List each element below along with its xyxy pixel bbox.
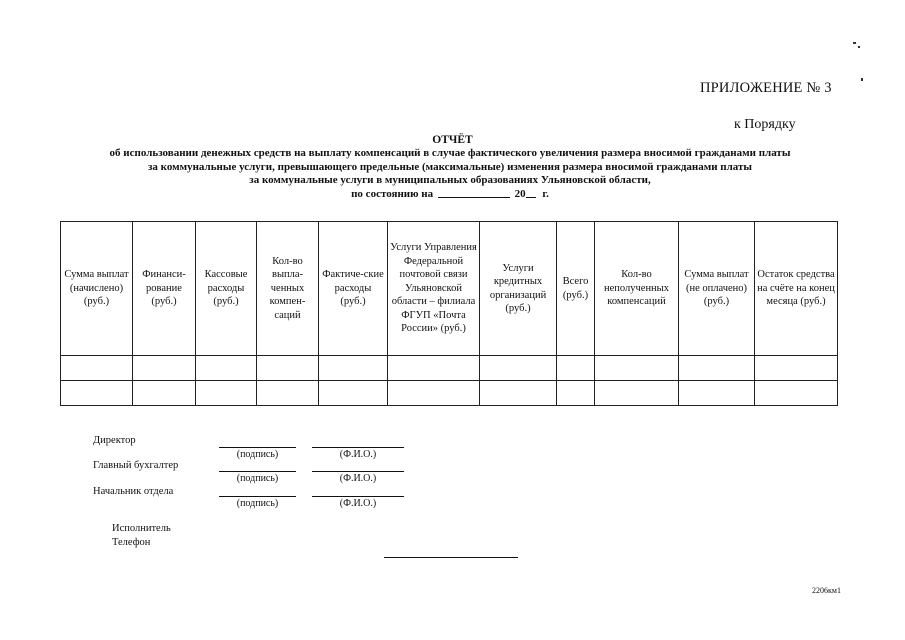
table-cell[interactable]: [480, 356, 557, 381]
head-signature-line[interactable]: [219, 496, 296, 497]
date-blank[interactable]: [438, 197, 510, 198]
date-year: 20: [514, 187, 526, 200]
column-header: Кассовые расходы (руб.): [196, 222, 257, 356]
executor-label: Исполнитель: [112, 523, 171, 534]
table-cell[interactable]: [755, 381, 838, 406]
table-header-row: [61, 222, 838, 356]
table-cell[interactable]: [388, 356, 480, 381]
chief-accountant-label: Главный бухгалтер: [93, 460, 179, 471]
date-prefix: по состоянию на: [351, 187, 434, 200]
table-cell[interactable]: [557, 356, 595, 381]
table-cell[interactable]: [133, 356, 196, 381]
year-blank[interactable]: [526, 197, 536, 198]
signature-caption: (подпись): [236, 498, 279, 509]
report-date-line: [60, 188, 840, 202]
table-cell[interactable]: [595, 381, 679, 406]
table-cell[interactable]: [480, 381, 557, 406]
table-row: [61, 356, 838, 381]
column-header: Сумма выплат (не оплачено) (руб.): [679, 222, 755, 356]
table-cell[interactable]: [679, 381, 755, 406]
table-cell[interactable]: [319, 356, 388, 381]
table-cell[interactable]: [196, 381, 257, 406]
department-head-label: Начальник отдела: [93, 486, 174, 497]
name-caption: (Ф.И.О.): [339, 473, 377, 484]
date-suffix: г.: [542, 187, 549, 200]
signature-caption: (подпись): [236, 449, 279, 460]
column-header: Фактиче-ские расходы (руб.): [319, 222, 388, 356]
subtitle-line-3: за коммунальные услуги в муниципальных образованиях Ульяновской области,: [249, 174, 651, 186]
subtitle-line-2: за коммунальные услуги, превышающего предельные (максимальные) изменения размера вносимой гражданами платы: [147, 160, 753, 173]
column-header: Остаток средства на счёте на конец месяца (руб.): [755, 222, 838, 356]
report-title: ОТЧЁТ: [432, 134, 473, 146]
table-cell[interactable]: [557, 381, 595, 406]
page-code: 2206км1: [812, 586, 841, 595]
accountant-signature-line[interactable]: [219, 471, 296, 472]
director-signature-line[interactable]: [219, 447, 296, 448]
phone-label: Телефон: [112, 537, 151, 548]
column-header: Всего (руб.): [557, 222, 595, 356]
column-header: Услуги Управления Федеральной почтовой связи Ульяновской области – филиала ФГУП «Почта России» (руб.): [388, 222, 480, 356]
scan-speck: [853, 42, 856, 44]
table-cell[interactable]: [61, 356, 133, 381]
director-label: Директор: [93, 435, 136, 446]
director-name-line[interactable]: [312, 447, 404, 448]
column-header: Финанси-рование (руб.): [133, 222, 196, 356]
column-header: Сумма выплат (начислено) (руб.): [61, 222, 133, 356]
table-cell[interactable]: [257, 356, 319, 381]
table-row: [61, 381, 838, 406]
scan-speck: [858, 46, 860, 48]
table-cell[interactable]: [196, 356, 257, 381]
table-cell[interactable]: [595, 356, 679, 381]
table-cell[interactable]: [679, 356, 755, 381]
executor-line[interactable]: [384, 557, 518, 558]
table-cell[interactable]: [257, 381, 319, 406]
accountant-name-line[interactable]: [312, 471, 404, 472]
column-header: Кол-во неполученных компенсаций: [595, 222, 679, 356]
table-cell[interactable]: [755, 356, 838, 381]
column-header: Кол-во выпла-ченных компен-саций: [257, 222, 319, 356]
name-caption: (Ф.И.О.): [339, 498, 377, 509]
subtitle-line-1: об использовании денежных средств на выплату компенсаций в случае фактического увеличения размера вносимой гражданами платы: [109, 147, 791, 159]
appendix-label: ПРИЛОЖЕНИЕ № 3: [700, 80, 832, 96]
table-cell[interactable]: [388, 381, 480, 406]
report-table: [60, 221, 838, 406]
scan-speck: [861, 78, 863, 81]
table-cell[interactable]: [319, 381, 388, 406]
report-subtitle: [60, 147, 840, 201]
table-cell[interactable]: [133, 381, 196, 406]
order-reference: к Порядку: [734, 117, 796, 132]
column-header: Услуги кредитных организаций (руб.): [480, 222, 557, 356]
name-caption: (Ф.И.О.): [339, 449, 377, 460]
signature-caption: (подпись): [236, 473, 279, 484]
head-name-line[interactable]: [312, 496, 404, 497]
table-cell[interactable]: [61, 381, 133, 406]
